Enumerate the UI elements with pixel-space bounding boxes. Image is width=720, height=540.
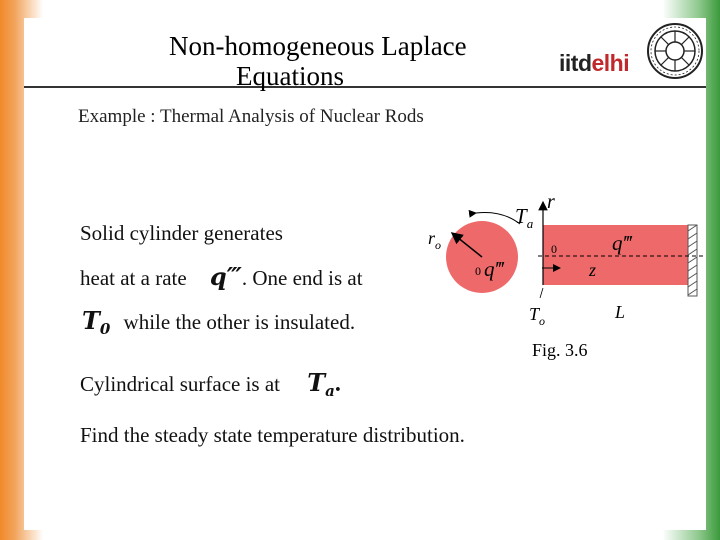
title-line-1: Non-homogeneous Laplace xyxy=(169,31,467,61)
text-line-4-text: Cylindrical surface is at xyxy=(80,372,281,396)
institute-logo-text xyxy=(559,50,629,77)
slide-subtitle: Example : Thermal Analysis of Nuclear Rods xyxy=(78,106,424,127)
logo-part-1: iitd xyxy=(559,50,592,76)
ta-subscript: a xyxy=(325,382,335,401)
title-line-2: Equations xyxy=(236,61,344,91)
label-ro: $r_o$ xyxy=(428,228,442,252)
q-triple-prime-symbol: q‴ xyxy=(209,262,242,291)
label-ta: $T_a$ xyxy=(515,204,534,231)
nuclear-rod-figure xyxy=(420,190,710,365)
label-q-circle: q‴ xyxy=(484,257,504,281)
text-line-3-text: while the other is insulated. xyxy=(123,310,356,334)
page-title xyxy=(169,31,529,91)
label-q-rect: q‴ xyxy=(612,231,632,255)
label-r: r xyxy=(547,191,555,213)
text-line-4-period: . xyxy=(334,371,341,397)
insulation-hatch xyxy=(688,225,697,295)
label-z: z xyxy=(589,260,597,280)
to-leader-line xyxy=(540,288,543,298)
t0-symbol: T xyxy=(82,306,100,335)
text-line-5: Find the steady state temperature distribution. xyxy=(80,423,465,447)
text-line-2-end: . One end is at xyxy=(241,266,363,290)
t0-subscript: 0 xyxy=(99,320,111,339)
text-line-4 xyxy=(80,368,341,400)
label-L: L xyxy=(615,302,626,322)
label-zero-circle: 0 xyxy=(475,264,481,278)
text-line-2 xyxy=(80,262,363,291)
ta-symbol: T xyxy=(307,368,326,397)
label-zero-rect: 0 xyxy=(551,242,557,256)
text-line-3 xyxy=(82,306,355,338)
text-line-2-start: heat at a rate xyxy=(80,266,187,290)
label-to: $T_o$ xyxy=(529,304,546,328)
text-line-1: Solid cylinder generates xyxy=(80,221,283,245)
figure-caption: Fig. 3.6 xyxy=(532,340,588,360)
institute-seal-icon xyxy=(646,22,704,80)
logo-part-2: elhi xyxy=(591,50,630,76)
